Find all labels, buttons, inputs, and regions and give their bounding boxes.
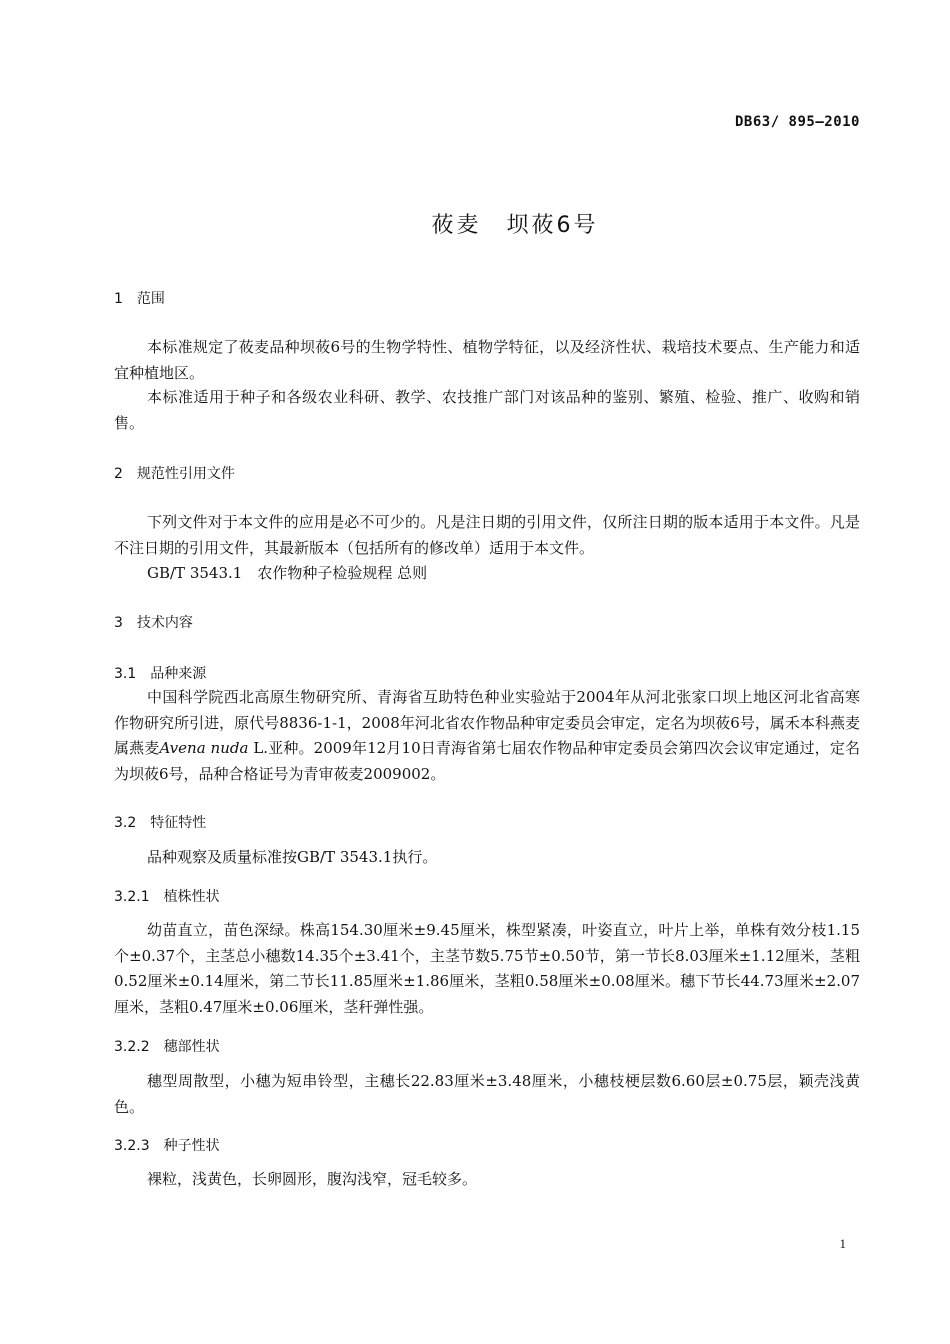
section-3-2-paragraph: 品种观察及质量标准按GB/T 3543.1执行。 (147, 848, 438, 866)
section-3-2-1-heading: 3.2.1 植株性状 (114, 889, 220, 905)
plant-traits-paragraph: 幼苗直立，苗色深绿。株高154.30厘米±9.45厘米，株型紧凑，叶姿直立，叶片上举，单株有效分枝1.15个±0.37个，主茎总小穗数14.35个±3.41个，主茎节数5.75节±0.50节，第一节长8.03厘米±1.12厘米，茎粗0.52厘米±0.14厘米，第二节长11.85厘米±1.86厘米，茎粗0.58厘米±0.08厘米。穗下节长44.73厘米±2.07厘米，茎粗0.47厘米±0.06厘米，茎秆弹性强。 (114, 921, 860, 1016)
section-3-1-heading: 3.1 品种来源 (114, 666, 207, 682)
document-title: 莜麦 坝莜6号 (431, 213, 599, 238)
page-number: 1 (839, 1236, 846, 1251)
variety-approval-text: L.亚种。2009年12月10日青海省第七届农作物品种审定委员会第四次会议审定通过，定名为坝莜6号，品种合格证号为青审莜麦2009002。 (114, 739, 860, 783)
section-3-2-3-heading: 3.2.3 种子性状 (114, 1138, 220, 1154)
section-1-heading: 1 范围 (114, 291, 165, 307)
latin-species-name: Avena nuda (159, 739, 249, 757)
panicle-traits-paragraph: 穗型周散型，小穗为短串铃型，主穗长22.83厘米±3.48厘米，小穗枝梗层数6.60层±0.75层，颖壳浅黄色。 (114, 1072, 860, 1116)
seed-traits-paragraph: 裸粒，浅黄色，长卵圆形，腹沟浅窄，冠毛较多。 (147, 1170, 478, 1188)
variety-origin-text: 中国科学院西北高原生物研究所、青海省互助特色种业实验站于2004年从河北张家口坝上地区河北省高寒作物研究所引进，原代号8836-1-1，2008年河北省农作物品种审定委员会审定，定名为坝莜6号，属禾本科燕麦属燕麦 (114, 688, 860, 757)
section-2-paragraph-1: 下列文件对于本文件的应用是必不可少的。凡是注日期的引用文件，仅所注日期的版本适用于本文件。凡是不注日期的引用文件，其最新版本（包括所有的修改单）适用于本文件。 (114, 513, 860, 557)
section-3-2-heading: 3.2 特征特性 (114, 815, 207, 831)
section-1-paragraph-1: 本标准规定了莜麦品种坝莜6号的生物学特性、植物学特征，以及经济性状、栽培技术要点、生产能力和适宜种植地区。 (114, 338, 860, 382)
section-3-1-paragraph (114, 685, 860, 787)
section-1-paragraph-2: 本标准适用于种子和各级农业科研、教学、农技推广部门对该品种的鉴别、繁殖、检验、推广、收购和销售。 (114, 388, 860, 432)
section-3-heading: 3 技术内容 (114, 615, 193, 631)
section-3-2-2-heading: 3.2.2 穗部性状 (114, 1039, 220, 1055)
standard-code: DB63/ 895—2010 (734, 114, 860, 130)
section-2-heading: 2 规范性引用文件 (114, 466, 235, 482)
normative-reference: GB/T 3543.1 农作物种子检验规程 总则 (147, 564, 428, 582)
